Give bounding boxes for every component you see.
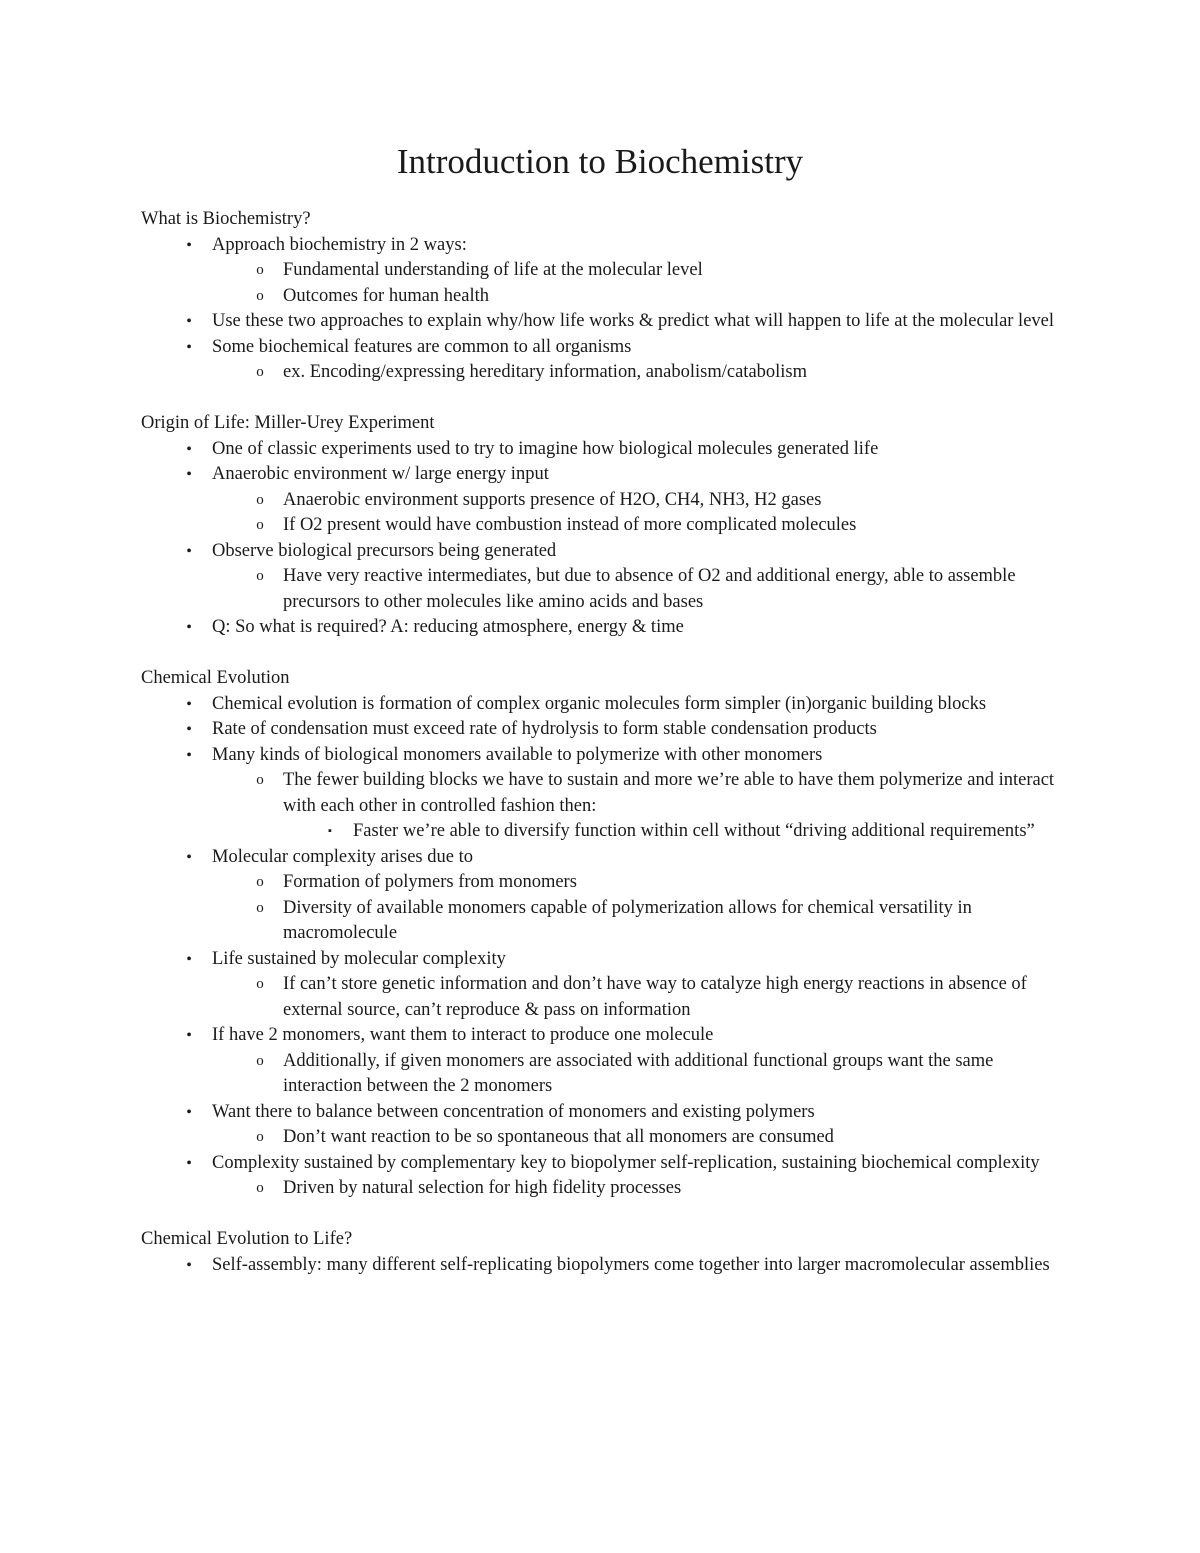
list-item: [186, 1253, 1071, 1279]
list-item-text: Approach biochemistry in 2 ways:: [212, 234, 467, 255]
list-item: [256, 258, 1071, 284]
list-item-text: ex. Encoding/expressing hereditary information, anabolism/catabolism: [283, 362, 808, 382]
square-bullet-icon: ▪: [328, 825, 332, 837]
list-item: [186, 437, 1071, 463]
bullet-icon: •: [186, 440, 192, 458]
bullet-icon: •: [186, 950, 192, 968]
hollow-bullet-icon: o: [256, 364, 264, 380]
hollow-bullet-icon: o: [256, 976, 264, 992]
list-item-text: Diversity of available monomers capable of polymerization allows for chemical versatility in macromolecule: [283, 897, 972, 943]
list-item: [256, 513, 1071, 539]
list-item-text: Faster we’re able to diversify function within cell without “driving additional requirements”: [353, 821, 1035, 841]
list-item: [186, 539, 1071, 565]
bullet-icon: •: [186, 338, 192, 356]
list-item: [186, 947, 1071, 973]
list-item-text: Formation of polymers from monomers: [283, 872, 577, 892]
section-heading: Origin of Life: Miller-Urey Experiment: [141, 413, 435, 433]
bullet-icon: •: [186, 1103, 192, 1121]
list-item: [256, 768, 1071, 819]
list-item-text: Outcomes for human health: [283, 285, 490, 306]
hollow-bullet-icon: o: [256, 262, 264, 278]
list-item: [186, 692, 1071, 718]
bullet-icon: •: [186, 1256, 192, 1274]
bullet-icon: •: [186, 1154, 192, 1172]
list-item: [186, 1100, 1071, 1126]
hollow-bullet-icon: o: [256, 568, 264, 584]
document-body: [141, 207, 1071, 1304]
document-title: Introduction to Biochemistry: [396, 142, 804, 181]
bullet-icon: •: [186, 721, 192, 738]
bullet-icon: •: [186, 542, 192, 560]
list-item: [256, 870, 1071, 896]
list-item: [186, 1151, 1071, 1177]
list-item-text: Want there to balance between concentration of monomers and existing polymers: [212, 1101, 815, 1122]
list-item-text: Anaerobic environment w/ large energy input: [212, 464, 549, 484]
bullet-icon: •: [186, 466, 192, 483]
list-item-text: Q: So what is required? A: reducing atmosphere, energy & time: [212, 617, 684, 637]
list-item-text: If have 2 monomers, want them to interact to produce one molecule: [212, 1025, 714, 1045]
list-item-text: Fundamental understanding of life at the molecular level: [283, 260, 703, 280]
list-item: [256, 564, 1071, 615]
list-item-text: One of classic experiments used to try to imagine how biological molecules generated life: [212, 438, 879, 459]
list-item: [186, 845, 1071, 871]
list-item: [328, 819, 1071, 845]
bullet-icon: •: [186, 619, 192, 636]
list-item-text: Chemical evolution is formation of complex organic molecules form simpler (in)organic building blocks: [212, 693, 987, 714]
list-item-text: Some biochemical features are common to all organisms: [212, 336, 632, 357]
hollow-bullet-icon: o: [256, 491, 264, 508]
list-item-text: Observe biological precursors being generated: [212, 540, 557, 561]
list-item-text: If can’t store genetic information and don’t have way to catalyze high energy reactions in absence of external source, can’t reproduce & pass on information: [283, 974, 1027, 1020]
list-item: [256, 1125, 1071, 1151]
list-item-text: Use these two approaches to explain why/how life works & predict what will happen to life at the molecular level: [212, 311, 1055, 331]
list-item: [186, 615, 1071, 641]
section-heading: What is Biochemistry?: [141, 209, 311, 229]
bullet-icon: •: [186, 848, 192, 866]
list-item-text: Additionally, if given monomers are associated with additional functional groups want the same interaction between the 2 monomers: [283, 1050, 994, 1096]
list-item-text: Self-assembly: many different self-replicating biopolymers come together into larger macromolecular assemblies: [212, 1254, 1050, 1275]
list-item: [186, 309, 1071, 335]
section-heading: Chemical Evolution: [141, 668, 290, 688]
hollow-bullet-icon: o: [256, 1052, 264, 1069]
hollow-bullet-icon: o: [256, 287, 264, 304]
hollow-bullet-icon: o: [256, 1129, 264, 1145]
list-item: [256, 896, 1071, 947]
hollow-bullet-icon: o: [256, 517, 264, 533]
list-item-text: Driven by natural selection for high fidelity processes: [283, 1178, 682, 1198]
bullet-icon: •: [186, 746, 192, 764]
bullet-icon: •: [186, 236, 192, 254]
section: [141, 207, 1071, 386]
list-item: [186, 233, 1071, 259]
list-item-text: Complexity sustained by complementary key to biopolymer self-replication, sustaining biochemical complexity: [212, 1152, 1040, 1173]
list-item: [256, 360, 1071, 386]
list-item: [186, 462, 1071, 488]
list-item-text: Many kinds of biological monomers available to polymerize with other monomers: [212, 744, 823, 765]
bullet-icon: •: [186, 313, 192, 330]
list-item-text: Life sustained by molecular complexity: [212, 948, 506, 969]
list-item-text: Don’t want reaction to be so spontaneous that all monomers are consumed: [283, 1127, 834, 1147]
list-item-text: Anaerobic environment supports presence of H2O, CH4, NH3, H2 gases: [283, 489, 822, 510]
list-item: [256, 488, 1071, 514]
list-item-text: Rate of condensation must exceed rate of hydrolysis to form stable condensation products: [212, 719, 877, 739]
bullet-icon: •: [186, 695, 192, 713]
list-item-text: If O2 present would have combustion instead of more complicated molecules: [283, 515, 857, 535]
section: [141, 411, 1071, 641]
section: [141, 666, 1071, 1202]
section: [141, 1227, 1071, 1278]
section-heading: Chemical Evolution to Life?: [141, 1229, 353, 1249]
list-item: [256, 1176, 1071, 1202]
list-item-text: The fewer building blocks we have to sustain and more we’re able to have them polymerize and interact with each other in controlled fashion then:: [283, 770, 1055, 816]
list-item: [256, 284, 1071, 310]
hollow-bullet-icon: o: [256, 899, 264, 916]
list-item: [186, 743, 1071, 769]
list-item-text: Molecular complexity arises due to: [212, 846, 473, 867]
list-item-text: Have very reactive intermediates, but due to absence of O2 and additional energy, able to assemble precursors to other molecules like amino acids and bases: [283, 566, 1016, 612]
hollow-bullet-icon: o: [256, 1180, 264, 1196]
list-item: [186, 717, 1071, 743]
bullet-icon: •: [186, 1027, 192, 1044]
list-item: [256, 1049, 1071, 1100]
hollow-bullet-icon: o: [256, 874, 264, 890]
list-item: [186, 335, 1071, 361]
hollow-bullet-icon: o: [256, 772, 264, 788]
list-item: [256, 972, 1071, 1023]
list-item: [186, 1023, 1071, 1049]
